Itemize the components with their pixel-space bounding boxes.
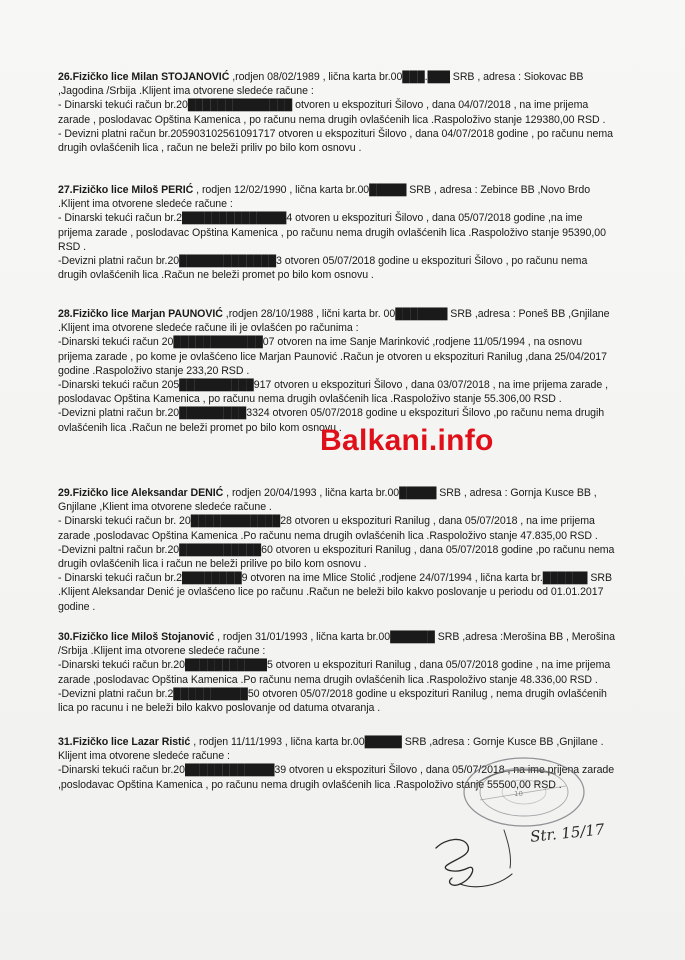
entry-text: , rodjen 11/11/1993 , lična karta br.00█████ SRB ,adresa : Gornje Kusce BB ,Gnjilane . Klijent ima otvorene sledeće račune : xyxy=(58,736,604,763)
entry-28-account-3: -Devizni platni račun br.20█████████3324 otvoren 05/07/2018 godine u ekspozituri Šilovo ,po računu nema drugih ovlašćenih lica .Račun ne beleži promet po bilo kom osnovu . xyxy=(58,407,605,434)
entry-29 xyxy=(58,486,618,614)
entry-label: Fizičko lice xyxy=(72,184,132,196)
entry-name: Miloš PERIĆ xyxy=(131,184,194,196)
entry-27-account-2: -Devizni platni račun br.20█████████████3 otvoren 05/07/2018 godine u ekspozituri Šilovo , po računu nema drugih ovlašćenih lica .Račun ne beleži promet po bilo kom osnovu . xyxy=(58,255,588,282)
entry-name: Marjan PAUNOVIĆ xyxy=(131,308,223,320)
entry-27-heading xyxy=(58,183,618,211)
entry-29-account-2: -Devizni paltni račun br.20███████████60 otvoren u ekspozituri Ranilug , dana 05/07/2018 godine ,po računu nema drugih ovlašćenih lica i račun ne beleži prilive po bilo kom osnovu . xyxy=(58,543,615,571)
entry-text: ,rodjen 08/02/1989 , lična karta br.00███.███ SRB , adresa : Siokovac BB ,Jagodina /Srbija .Klijent ima otvorene sledeće račune : xyxy=(58,71,584,98)
entry-26 xyxy=(58,70,618,155)
entry-name: Lazar Ristić xyxy=(131,736,191,748)
svg-text:10: 10 xyxy=(514,790,523,798)
entry-27-account-1: - Dinarski tekući račun br.2██████████████4 otvoren u ekspozituri Šilovo , dana 05/07/2018 godine ,na ime prijema zarade , poslodavac Opština Kamenica , po računu nema drugih ovlašćenih lica .Raspoloživo stanje 95390,00 RSD . xyxy=(58,212,606,253)
entry-27 xyxy=(58,183,618,282)
entry-text: ,rodjen 28/10/1988 , lični karta br. 00███████ SRB ,adresa : Poneš BB ,Gnjilane .Klijent ima otvorene sledeće račune ili je ovlašćen po računima : xyxy=(58,308,610,335)
entry-26-heading xyxy=(58,70,618,98)
handwritten-page-reference: Str. 15/17 xyxy=(529,820,606,846)
entry-number: 26. xyxy=(58,71,73,83)
entry-28-account-2: -Dinarski tekući račun 205██████████917 otvoren u ekspozituri Šilovo , dana 03/07/2018 , na ime prijema zarade , poslodavac Opština Kamenica , po računu nema drugih ovlašćenih lica .Raspoloživo stanje 55.306,00 RSD . xyxy=(58,379,608,406)
entry-30-account-2: -Devizni platni račun br.2██████████50 otvoren 05/07/2018 godine u ekspozituri Ranilug , nema drugih ovlašćenih lica po racunu i ne beleži bilo kakvo poslovanje od datuma otvaranja . xyxy=(58,687,607,715)
entry-text: , rodjen 20/04/1993 , lična karta br.00█████ SRB , adresa : Gornja Kusce BB , Gnjilane ,Klient ima otvorene sledeće račune . xyxy=(58,487,597,514)
entry-text: , rodjen 31/01/1993 , lična karta br.00██████ SRB ,adresa :Merošina BB , Merošina /Srbija .Klijent ima otvorene sledeće račune : xyxy=(58,631,615,658)
entry-31-account-1: -Dinarski tekući račun br.20████████████39 otvoren u ekspozituri Šilovo , dana 05/07/2018 , na ime prijena zarade ,poslodavac Opština Kamenica , po računu nema drugih ovlašćenih lica .Raspoloživo stanje 55500,00 RSD . xyxy=(58,764,615,791)
entry-28-heading xyxy=(58,307,618,335)
entry-text: , rodjen 12/02/1990 , lična karta br.00█████ SRB , adresa : Zebince BB ,Novo Brdo .Klijent ima otvorene sledeće račune : xyxy=(58,184,591,211)
entry-number: 27. xyxy=(58,184,73,196)
entry-30 xyxy=(58,630,618,715)
entry-26-account-1: - Dinarski tekući račun br.20██████████████ otvoren u ekspozituri Šilovo , dana 04/07/2018 , na ime prijema zarade , poslodavac Opština Kamenica , po računu nema drugih ovlašćenih lica .Raspoloživo stanje 129380,00 RSD . xyxy=(58,99,606,126)
entry-30-heading xyxy=(58,630,618,658)
watermark-text: Balkani.info xyxy=(320,424,494,457)
entry-name: Aleksandar DENIĆ xyxy=(131,487,224,499)
entry-29-account-1: - Dinarski tekući račun br. 20████████████28 otvoren u ekspozituri Ranilug , dana 05/07/2018 , na ime prijema zarade ,poslodavac Opština Kamenica .Po računu nema drugih ovlašćenih lica .Raspoloživo stanje 47.835,00 RSD . xyxy=(58,515,598,542)
entry-label: Fizičko lice xyxy=(72,308,132,320)
entry-number: 31. xyxy=(58,736,73,748)
entry-number: 28. xyxy=(58,308,73,320)
entry-label: Fizičko lice xyxy=(72,631,132,643)
entry-30-account-1: -Dinarski tekući račun br.20███████████5 otvoren u ekspozituri Ranilug , dana 05/07/2018 godine , na ime prijema zarade ,poslodavac Opština Kamenica .Po računu nema drugih ovlašćenih lica .Raspoloživo stanje 48.336,00 RSD . xyxy=(58,659,611,686)
entry-name: Milan STOJANOVIĆ xyxy=(131,71,230,83)
entry-name: Miloš Stojanović xyxy=(131,631,215,643)
entry-29-heading xyxy=(58,486,618,514)
entry-28-account-1: -Dinarski tekući račun 20████████████07 otvoren na ime Sanje Marinković ,rodjene 11/05/1994 , na osnovu prijema zarade , po kome je ovlašćeno lice Marjan Paunović .Račun je otvoren u ekspozituri Ranilug ,dana 25/04/2017 godine .Raspoloživo stanje 233,20 RSD . xyxy=(58,336,607,377)
entry-label: Fizičko lice xyxy=(72,487,132,499)
entry-29-account-3: - Dinarski tekući račun br.2████████9 otvoren na ime Mlice Stolić ,rodjene 24/07/1994 , lična karta br.██████ SRB .Klijent Aleksandar Denić je ovlašćeno lice po računu .Račun ne beleži bilo kakvo poslovanje u periodu od 01.01.2017 godine . xyxy=(58,572,613,613)
entry-28 xyxy=(58,307,618,435)
entry-26-account-2: - Devizni platni račun br.205903102561091717 otvoren u ekspozituri Šilovo , dana 04/07/2018 godine , po računu nema drugih ovlašćenih lica , račun ne beleži priliv po bilo kom osnovu . xyxy=(58,127,613,155)
entry-number: 30. xyxy=(58,631,73,643)
entry-number: 29. xyxy=(58,487,73,499)
entry-label: Fizičko lice xyxy=(72,71,132,83)
entry-label: Fizičko lice xyxy=(72,736,132,748)
